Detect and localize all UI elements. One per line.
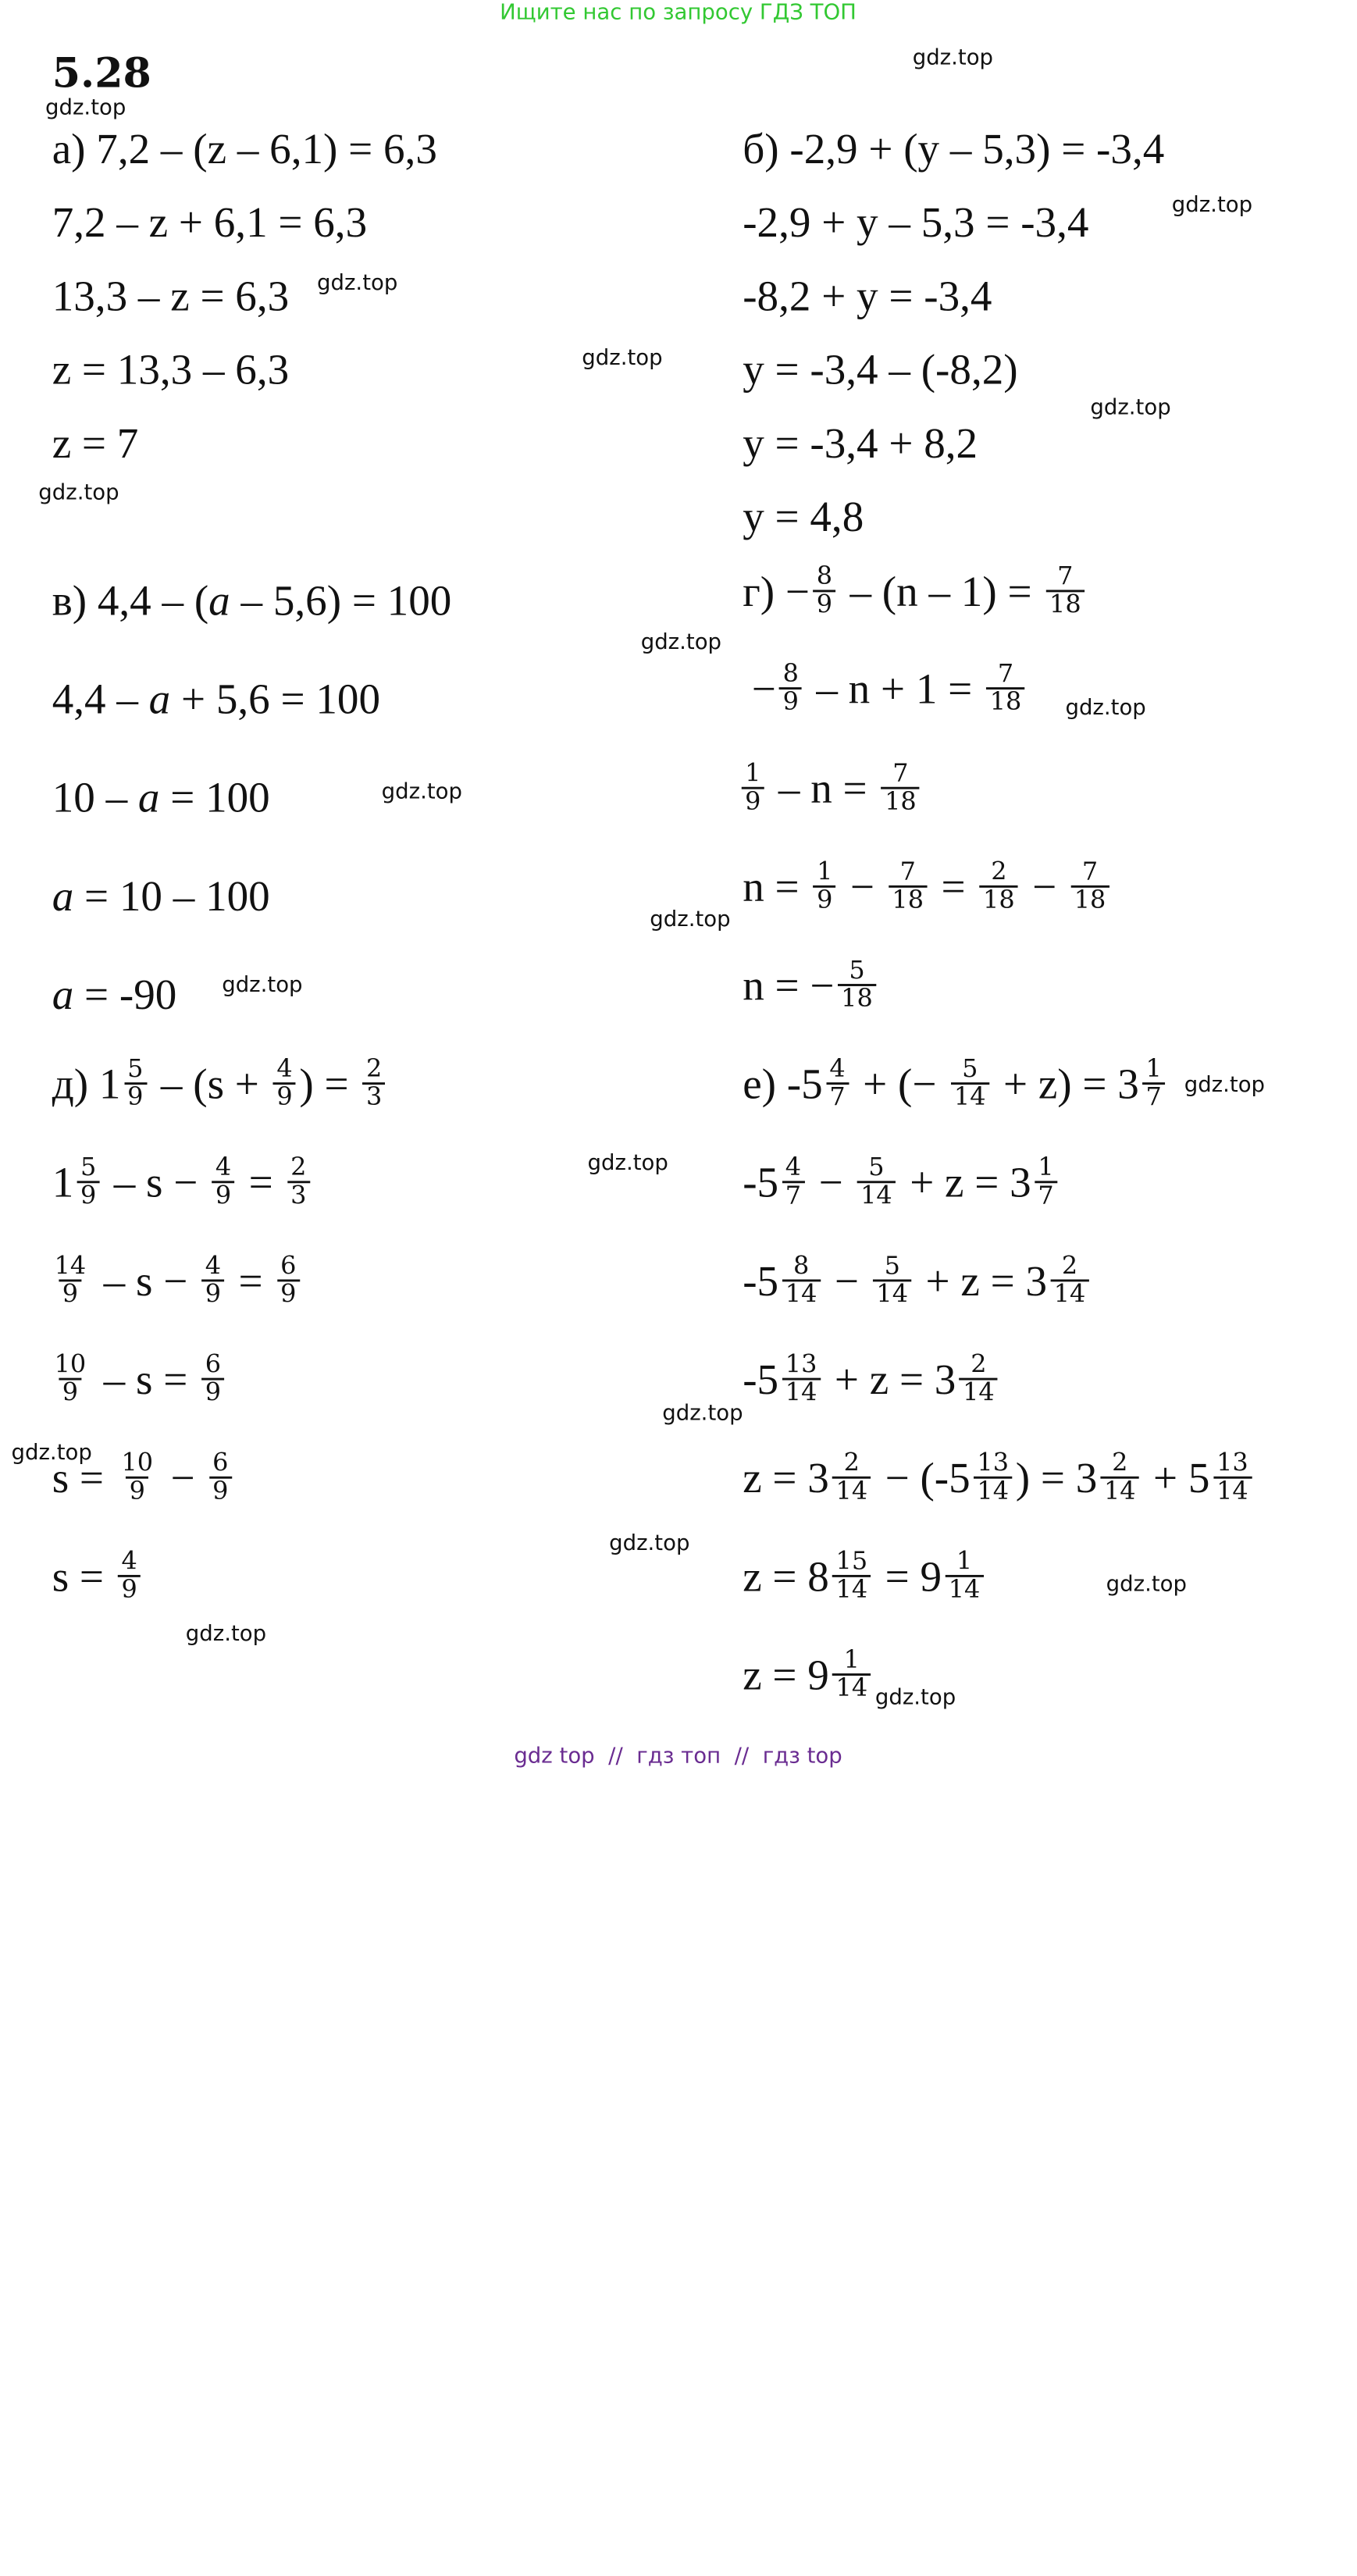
solution-line-b5: y = -3,4 + 8,2 [743, 419, 978, 468]
fraction: $\frac{6}{9}$ [201, 1352, 224, 1407]
solution-line-a1: а) 7,2 – (z – 6,1) = 6,3 [52, 125, 437, 173]
solution-line-a5: z = 7 [52, 419, 139, 468]
fraction: $\frac{1}{9}$ [742, 761, 764, 816]
solution-line-d5: s = $\frac{10}{9}$ − $\frac{6}{9}$ [52, 1450, 235, 1505]
fraction: $\frac{5}{18}$ [838, 958, 876, 1014]
fraction: $\frac{5}{14}$ [857, 1155, 896, 1210]
watermark: gdz.top [185, 1621, 267, 1647]
solution-line-a2: 7,2 – z + 6,1 = 6,3 [52, 199, 368, 248]
solution-line-b2: -2,9 + y – 5,3 = -3,4 [743, 199, 1089, 248]
watermark: gdz.top [650, 907, 731, 932]
fraction: $\frac{6}{9}$ [209, 1450, 232, 1505]
solution-line-d1: д) 1 $\frac{5}{9}$ – (s + $\frac{4}{9}$ ) = $\frac{2}{3}$ [52, 1056, 389, 1112]
watermark: gdz.top [640, 629, 722, 655]
fraction: $\frac{5}{9}$ [77, 1155, 100, 1210]
problem-number: 5.28 [52, 49, 151, 98]
solution-line-d4: $\frac{10}{9}$ – s = $\frac{6}{9}$ [48, 1352, 228, 1407]
fraction: $\frac{4}{9}$ [201, 1253, 224, 1309]
watermark: gdz.top [11, 1440, 92, 1466]
solution-line-e5: z = 3 $\frac{2}{14}$ − (-5 $\frac{13}{14}$ ) = 3 $\frac{2}{14}$ + 5 $\frac{13}{14}$ [743, 1450, 1255, 1505]
watermark: gdz.top [381, 779, 463, 804]
top-banner: Ищите нас по запросу ГДЗ ТОП [500, 0, 857, 25]
solution-line-g5: n = − $\frac{5}{18}$ [743, 958, 879, 1014]
solution-line-b6: y = 4,8 [743, 493, 864, 542]
fraction: $\frac{10}{9}$ [121, 1449, 154, 1506]
fraction: $\frac{1}{14}$ [832, 1648, 871, 1703]
solution-line-e1: е) -5 $\frac{4}{7}$ + (− $\frac{5}{14}$ + z) = 3 $\frac{1}{7}$ [743, 1056, 1168, 1112]
solution-line-b4: y = -3,4 – (-8,2) [743, 346, 1018, 394]
watermark: gdz.top [662, 1400, 743, 1426]
fraction: $\frac{8}{14}$ [782, 1253, 820, 1309]
solution-line-a3: 13,3 – z = 6,3 [52, 273, 290, 321]
fraction: $\frac{7}{18}$ [889, 860, 927, 915]
solution-line-g2: − $\frac{8}{9}$ – n + 1 = $\frac{7}{18}$ [752, 661, 1028, 717]
fraction: $\frac{5}{14}$ [951, 1056, 989, 1112]
fraction: $\frac{5}{14}$ [873, 1253, 911, 1309]
solution-line-e3: -5 $\frac{8}{14}$ − $\frac{5}{14}$ + z = 3 $\frac{2}{14}$ [743, 1253, 1092, 1309]
solution-line-e2: -5 $\frac{4}{7}$ − $\frac{5}{14}$ + z = 3 $\frac{1}{7}$ [743, 1155, 1060, 1210]
fraction: $\frac{2}{14}$ [1050, 1253, 1088, 1309]
watermark: gdz.top [38, 479, 119, 505]
footer-links: gdz top // гдз топ // гдз top [514, 1744, 842, 1769]
solution-line-g1: г) − $\frac{8}{9}$ – (n – 1) = $\frac{7}{18}$ [743, 564, 1088, 619]
fraction: $\frac{8}{9}$ [779, 661, 802, 717]
solution-line-e7: z = 9 $\frac{1}{14}$ [743, 1648, 874, 1703]
fraction: $\frac{7}{18}$ [986, 661, 1024, 717]
solution-line-v1: в) 4,4 – ( a – 5,6) = 100 [52, 577, 452, 625]
fraction: $\frac{7}{18}$ [882, 761, 920, 816]
solution-line-e6: z = 8 $\frac{15}{14}$ = 9 $\frac{1}{14}$ [743, 1549, 987, 1605]
solution-line-v5: a = -90 [52, 971, 177, 1019]
fraction: $\frac{1}{7}$ [1142, 1056, 1165, 1112]
fraction: $\frac{4}{9}$ [212, 1155, 234, 1210]
fraction: $\frac{1}{14}$ [945, 1549, 983, 1605]
watermark: gdz.top [45, 94, 126, 120]
fraction: $\frac{7}{18}$ [1070, 860, 1109, 915]
fraction: $\frac{2}{18}$ [980, 860, 1018, 915]
solution-line-a4: z = 13,3 – 6,3 [52, 346, 290, 394]
fraction: $\frac{2}{14}$ [1101, 1450, 1139, 1505]
solution-line-b3: -8,2 + y = -3,4 [743, 273, 992, 321]
solution-line-v3: 10 – a = 100 [52, 774, 270, 822]
fraction: $\frac{13}{14}$ [1213, 1450, 1252, 1505]
fraction: $\frac{14}{9}$ [54, 1252, 87, 1309]
fraction: $\frac{4}{7}$ [782, 1155, 804, 1210]
solution-line-e4: -5 $\frac{13}{14}$ + z = 3 $\frac{2}{14}$ [743, 1352, 1001, 1407]
watermark: gdz.top [317, 270, 398, 296]
fraction: $\frac{4}{9}$ [118, 1549, 141, 1605]
watermark: gdz.top [1184, 1072, 1266, 1098]
solution-line-g4: n = $\frac{1}{9}$ − $\frac{7}{18}$ = $\frac{2}{18}$ − $\frac{7}{18}$ [743, 860, 1113, 915]
watermark: gdz.top [1171, 192, 1253, 218]
fraction: $\frac{2}{14}$ [832, 1450, 871, 1505]
fraction: $\frac{10}{9}$ [54, 1350, 87, 1408]
fraction: $\frac{2}{3}$ [363, 1056, 386, 1112]
fraction: $\frac{13}{14}$ [974, 1450, 1012, 1505]
watermark: gdz.top [1106, 1571, 1188, 1597]
fraction: $\frac{8}{9}$ [813, 564, 835, 619]
watermark: gdz.top [582, 345, 663, 371]
watermark: gdz.top [874, 1684, 956, 1710]
fraction: $\frac{6}{9}$ [277, 1253, 300, 1309]
fraction: $\frac{5}{9}$ [124, 1056, 147, 1112]
solution-line-v2: 4,4 – a + 5,6 = 100 [52, 675, 381, 724]
fraction: $\frac{4}{9}$ [273, 1056, 296, 1112]
solution-line-g3: $\frac{1}{9}$ – n = $\frac{7}{18}$ [738, 761, 923, 816]
watermark: gdz.top [609, 1530, 690, 1556]
solution-line-d3: $\frac{14}{9}$ – s − $\frac{4}{9}$ = $\frac{6}{9}$ [48, 1253, 303, 1309]
watermark: gdz.top [222, 972, 303, 998]
watermark: gdz.top [1090, 395, 1171, 420]
solution-line-d2: 1 $\frac{5}{9}$ – s − $\frac{4}{9}$ = $\frac{2}{3}$ [52, 1155, 313, 1210]
fraction: $\frac{4}{7}$ [826, 1056, 849, 1112]
watermark: gdz.top [1065, 695, 1146, 721]
fraction: $\frac{2}{3}$ [287, 1155, 310, 1210]
fraction: $\frac{15}{14}$ [832, 1549, 871, 1605]
fraction: $\frac{1}{9}$ [814, 860, 836, 915]
watermark: gdz.top [587, 1150, 668, 1176]
fraction: $\frac{1}{7}$ [1035, 1155, 1057, 1210]
watermark: gdz.top [912, 45, 994, 70]
fraction: $\frac{7}{18}$ [1046, 564, 1085, 619]
solution-line-v4: a = 10 – 100 [52, 872, 270, 921]
fraction: $\frac{2}{14}$ [960, 1352, 998, 1407]
solution-line-b1: б) -2,9 + (y – 5,3) = -3,4 [743, 125, 1165, 173]
fraction: $\frac{13}{14}$ [782, 1352, 820, 1407]
solution-line-d6: s = $\frac{4}{9}$ [52, 1549, 144, 1605]
